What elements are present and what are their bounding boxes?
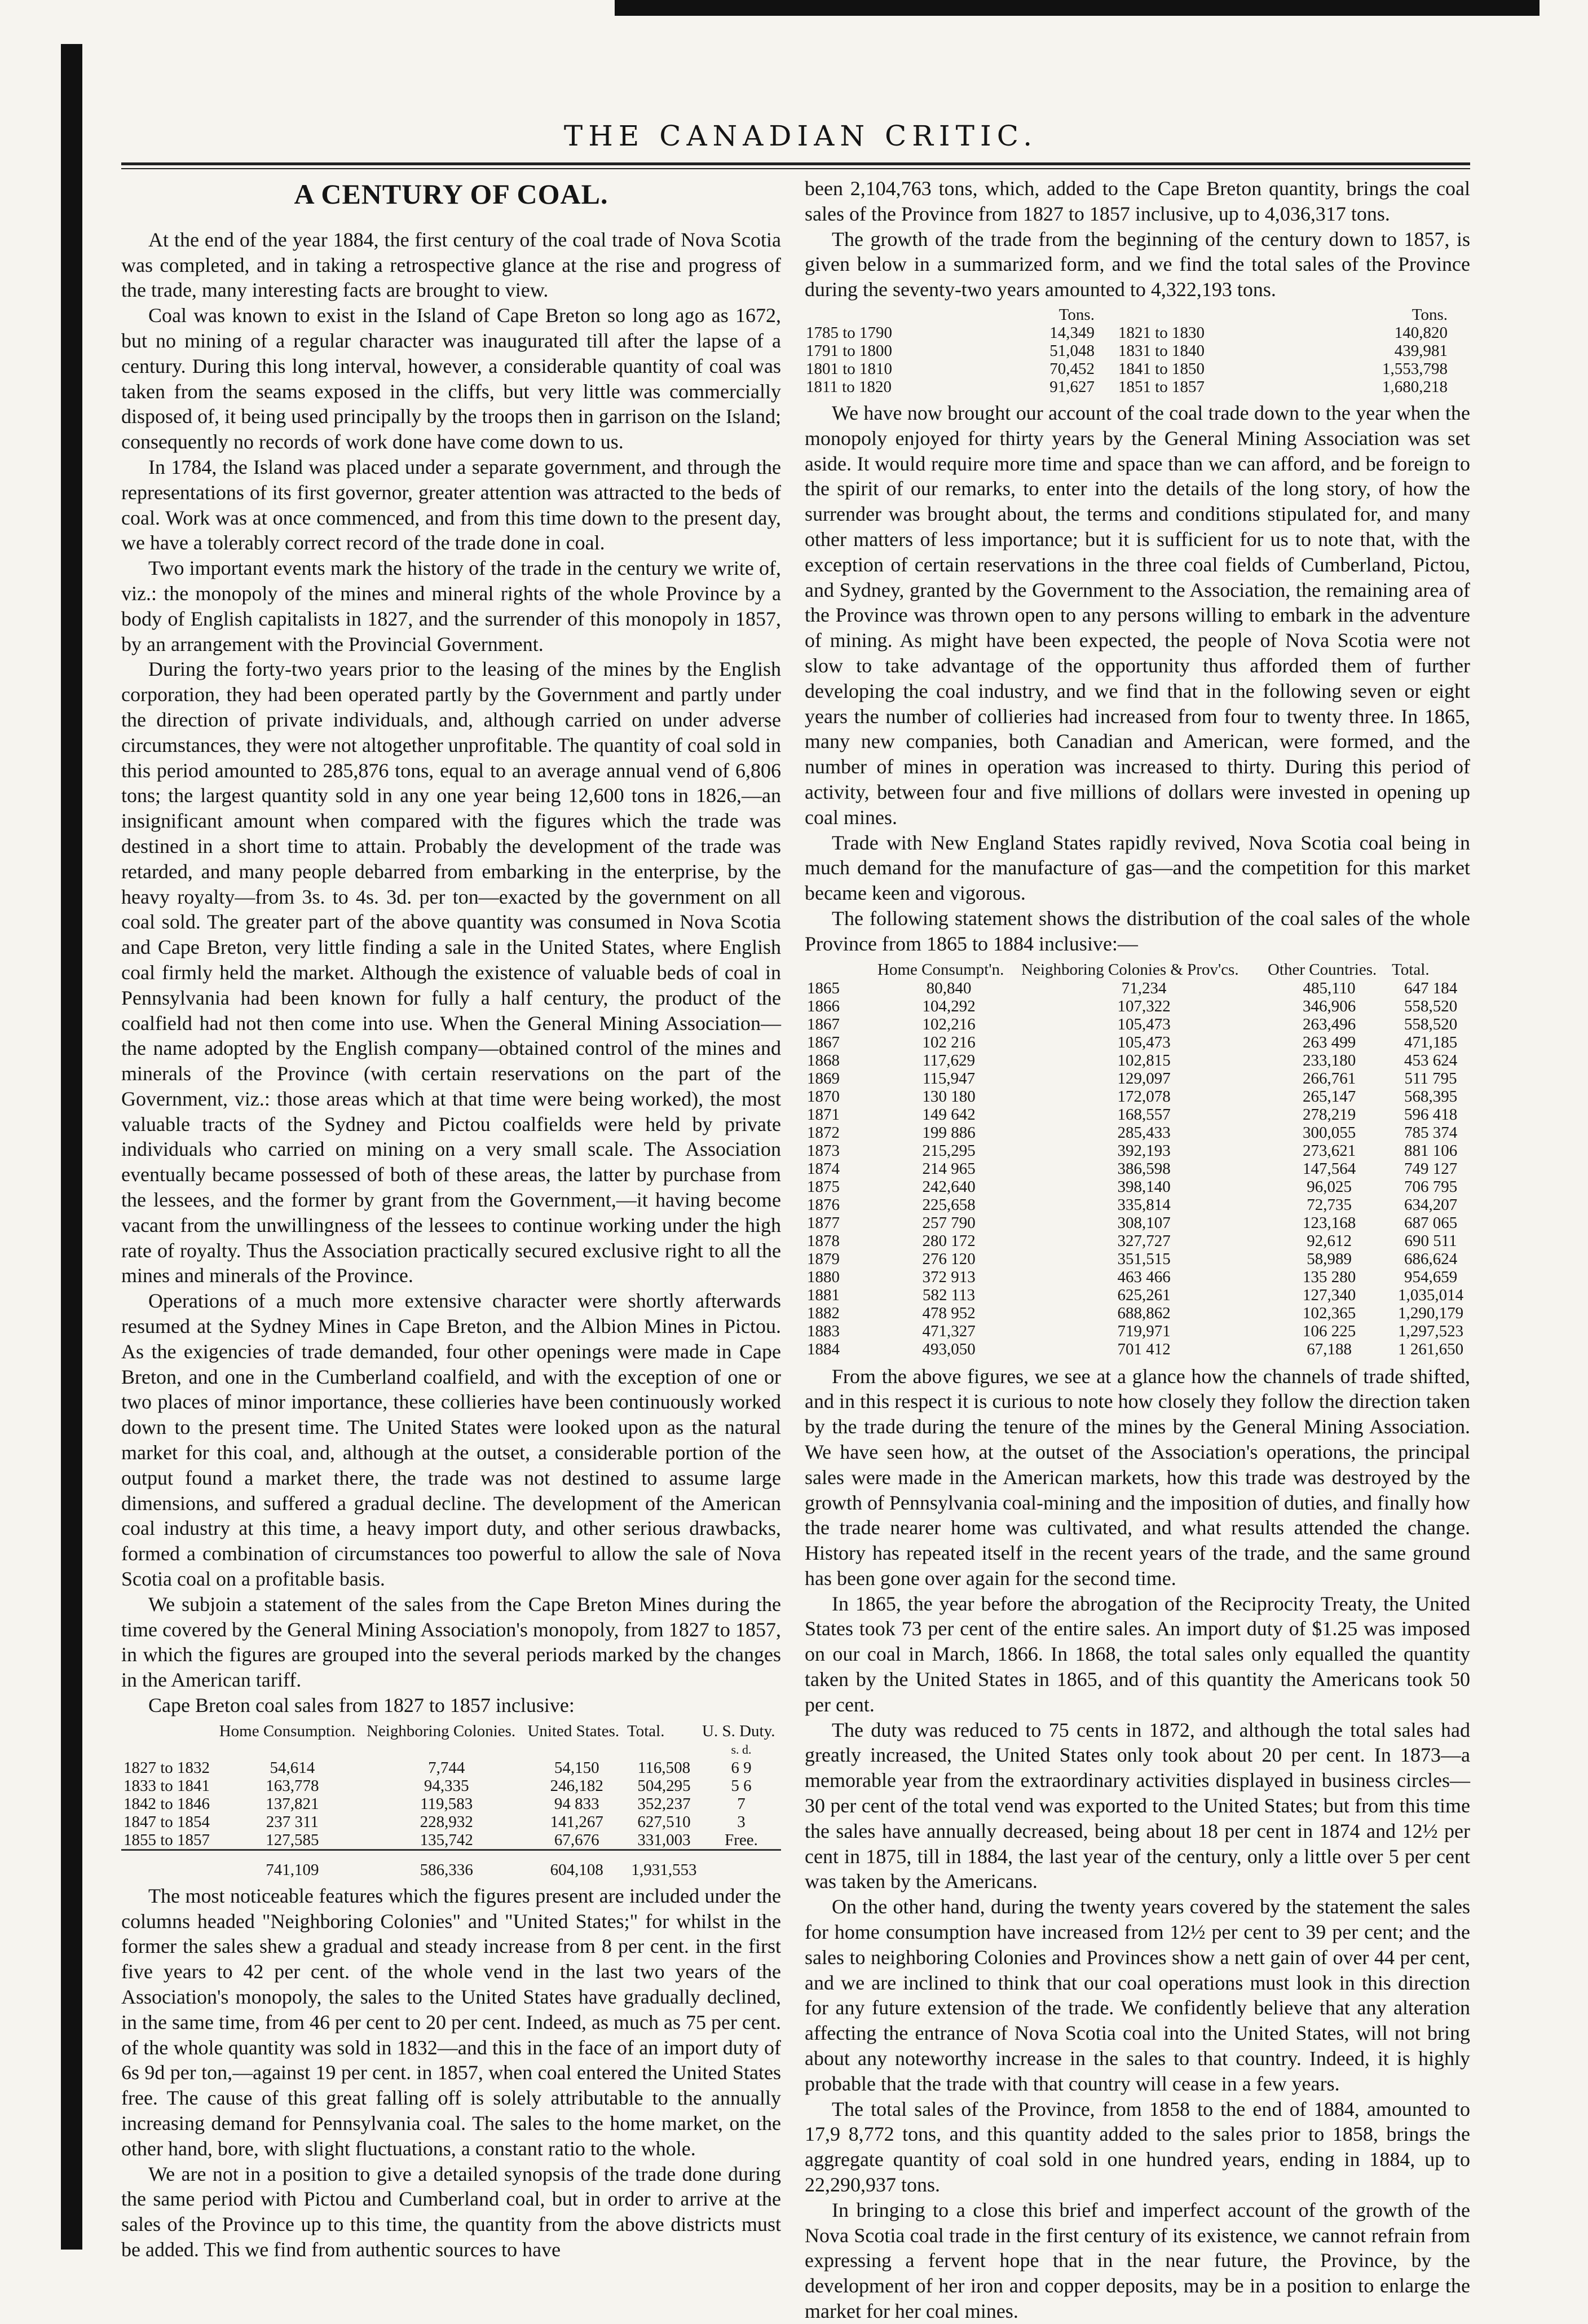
table-cell: 785 374 [1404, 1123, 1458, 1142]
table-cell: 5 6 [731, 1776, 752, 1795]
table-cell: 1,680,218 [1382, 377, 1448, 396]
table-cell: 214 965 [922, 1159, 976, 1178]
table-row [121, 1795, 781, 1813]
table-cell: 586,336 [366, 1850, 527, 1879]
table-cell: 135 280 [1302, 1267, 1356, 1286]
table-cell: 1,290,179 [1398, 1304, 1464, 1322]
table-row [805, 1160, 1470, 1178]
table-row [805, 1051, 1470, 1069]
table-cell: 91,627 [1049, 377, 1095, 396]
unit-label: Tons. [1058, 305, 1095, 324]
table-cell: 392,193 [1117, 1141, 1171, 1160]
table-cell: 463 466 [1117, 1267, 1171, 1286]
table-cell: 105,473 [1117, 1033, 1171, 1051]
table-row [805, 1178, 1470, 1196]
table-row [805, 342, 1470, 360]
paragraph: Operations of a much more extensive character were shortly afterwards resumed at the Sydney Mines in Cape Breton, and the Albion Mines in Pictou. As the exigencies of trade demanded, four other openings were made in Cape Breton, and one in the Cumberland coalfield, and with the exception of one or two places of minor importance, these collieries have been continuously worked down to the present time. The United States were looked upon as the natural market for this coal, and, although at the outset, a considerable portion of the output found a market there, the trade was not destined to assume large dimensions, and suffered a gradual decline. The development of the American coal industry at this time, a heavy import duty, and other serious drawbacks, formed a combination of circumstances too powerful to allow the sale of Nova Scotia coal on a profitable basis. [121, 1289, 781, 1591]
table-cell: 881 106 [1404, 1141, 1458, 1160]
table-cell: 485,110 [1303, 979, 1356, 997]
table-cell: 300,055 [1302, 1123, 1356, 1142]
table-cell: 1876 [807, 1195, 840, 1214]
table-row [805, 1232, 1470, 1250]
table-cell: 237 311 [266, 1812, 319, 1831]
table-cell: 1,035,014 [1398, 1286, 1464, 1304]
table-cell: 1811 to 1820 [806, 377, 892, 396]
table-cell: 1847 to 1854 [123, 1812, 210, 1831]
table-cell: 67,188 [1307, 1340, 1352, 1358]
table-cell: 686,624 [1404, 1249, 1458, 1268]
table-cell: 1879 [807, 1249, 840, 1268]
table-header: Total. [627, 1722, 665, 1740]
table-row [805, 324, 1470, 342]
table-cell: 94,335 [424, 1776, 469, 1795]
table-row [805, 1033, 1470, 1051]
table-cell: 335,814 [1117, 1195, 1171, 1214]
table-cell: 278,219 [1302, 1105, 1356, 1124]
table-cell: 257 790 [922, 1213, 976, 1232]
table-cell: 199 886 [922, 1123, 976, 1142]
table-cell: 634,207 [1404, 1195, 1458, 1214]
table-cell: 94 833 [554, 1794, 599, 1813]
table-cell: 104,292 [922, 997, 976, 1015]
table-row [805, 1088, 1470, 1106]
table-cell: 273,621 [1302, 1141, 1356, 1160]
paragraph: The following statement shows the distribution of the coal sales of the whole Province from 1865 to 1884 inclusive:— [805, 906, 1470, 955]
table-cell: 346,906 [1302, 997, 1356, 1015]
table-header: United States. [527, 1722, 620, 1740]
table-cell: 596 418 [1404, 1105, 1458, 1124]
table-cell: 327,727 [1117, 1231, 1171, 1250]
table-cell: 331,003 [637, 1830, 691, 1849]
table-row [805, 1142, 1470, 1160]
table-cell: 71,234 [1121, 979, 1167, 997]
table-cell: 51,048 [1049, 341, 1095, 360]
unit-label: Tons. [1411, 305, 1448, 324]
table-cell: 439,981 [1394, 341, 1448, 360]
table-cell: 149 642 [922, 1105, 976, 1124]
table-cell: 1865 [807, 979, 840, 997]
table-cell: 123,168 [1302, 1213, 1356, 1232]
table-cell: 102,216 [922, 1015, 976, 1033]
table-cell: 115,947 [922, 1069, 976, 1088]
table-cell: 107,322 [1117, 997, 1171, 1015]
paragraph: The most noticeable features which the figures present are included under the columns headed "Neighboring Colonies" and "United States;" for whilst in the former the sales shew a gradual and steady increase from 8 per cent. in the first five years to 42 per cent. of the whole vend in the last two years of the Association's monopoly, the sales to the United States have gradually declined, in the same time, from 46 per cent to 20 per cent. Indeed, as much as 75 per cent. of the whole quantity was sold in 1832—and this in the face of an import duty of 6s 9d per ton,—against 19 per cent. in 1857, when coal entered the United States free. The cause of this great falling off is solely attributable to the annually increasing demand for Pennsylvania coal. The sales to the home market, on the other hand, bore, with slight fluctuations, a constant ratio to the whole. [121, 1884, 781, 2160]
table-row [805, 1322, 1470, 1340]
table-cell: 1785 to 1790 [806, 323, 893, 342]
table-cell: 1867 [807, 1015, 840, 1033]
table-cell: 96,025 [1307, 1177, 1352, 1196]
table-cell: 511 795 [1404, 1069, 1457, 1088]
table-cell: 1,297,523 [1398, 1322, 1464, 1340]
paragraph: been 2,104,763 tons, which, added to the Cape Breton quantity, brings the coal sales of the Province from 1827 to 1857 inclusive, up to 4,036,317 tons. [805, 177, 1470, 225]
table-cell: 1 261,650 [1398, 1340, 1464, 1358]
paragraph: In 1865, the year before the abrogation of the Reciprocity Treaty, the United States took 73 per cent of the entire sales. An import duty of $1.25 was imposed on our coal in March, 1866. In 1868, the total sales only equalled the quantity taken by the United States in 1865, and of this quantity the Americans took 50 per cent. [805, 1592, 1470, 1716]
table-cell: 1871 [807, 1105, 840, 1124]
table-cell: 168,557 [1117, 1105, 1171, 1124]
table-cell: 80,840 [926, 979, 972, 997]
table-cell: 372 913 [922, 1267, 976, 1286]
table-cell: 1801 to 1810 [806, 359, 893, 378]
table-cell: 749 127 [1404, 1159, 1458, 1178]
table-cell: 3 [737, 1812, 746, 1831]
table-cell: 14,349 [1049, 323, 1095, 342]
table-cell: 7,744 [428, 1758, 465, 1777]
table-cell: 386,598 [1117, 1159, 1171, 1178]
table-header: Home Consumption. [219, 1722, 356, 1740]
table-cell: 127,585 [266, 1830, 319, 1849]
table-cell: 276 120 [922, 1249, 976, 1268]
table-cell: 701 412 [1117, 1340, 1171, 1358]
table-cell: 568,395 [1404, 1087, 1458, 1106]
table-cell: 1884 [807, 1340, 840, 1358]
table-cell: 471,185 [1404, 1033, 1458, 1051]
table-cell: 116,508 [637, 1758, 691, 1777]
table-cell: 1881 [807, 1286, 840, 1304]
century-summary-table [805, 306, 1470, 396]
table-cell: 1875 [807, 1177, 840, 1196]
table-cell: 558,520 [1404, 997, 1458, 1015]
table-cell: 1877 [807, 1213, 840, 1232]
table-cell: 215,295 [922, 1141, 976, 1160]
table-header: Other Countries. [1267, 960, 1377, 979]
paragraph: Two important events mark the history of the trade in the century we write of, viz.: the monopoly of the mines and mineral rights of the whole Province by a body of English capitalists in 1827, and the surrender of this monopoly in 1857, by an arrangement with the Provincial Government. [121, 557, 781, 655]
table-cell: 1872 [807, 1123, 840, 1142]
table-cell: 263,496 [1302, 1015, 1356, 1033]
table-cell: 687 065 [1404, 1213, 1458, 1232]
table-cell: 105,473 [1117, 1015, 1171, 1033]
table-cell: 127,340 [1302, 1286, 1356, 1304]
table-cell: 280 172 [922, 1231, 976, 1250]
table-cell: 398,140 [1117, 1177, 1171, 1196]
table-row [805, 979, 1470, 997]
table-cell: 604,108 [527, 1850, 627, 1879]
binding-edge-bar [61, 44, 82, 2250]
table-row [121, 1759, 781, 1777]
table-cell: 1841 to 1850 [1118, 359, 1205, 378]
table-cell: 1831 to 1840 [1118, 341, 1205, 360]
table-cell: 147,564 [1302, 1159, 1356, 1178]
table-cell: 453 624 [1404, 1051, 1458, 1069]
table-row [805, 1069, 1470, 1088]
table-cell: 285,433 [1117, 1123, 1171, 1142]
table-cell: 225,658 [922, 1195, 976, 1214]
table-cell: 246,182 [550, 1776, 603, 1795]
table-cell: 106 225 [1302, 1322, 1356, 1340]
table-cell [121, 1850, 219, 1879]
left-column [121, 176, 781, 2263]
paragraph: The total sales of the Province, from 1858 to the end of 1884, amounted to 17,9 8,772 tons, and this quantity added to the sales prior to 1858, brings the aggregate quantity of coal sold in one hundred years, ending in 1884, up to 22,290,937 tons. [805, 2097, 1470, 2197]
masthead-rule-thin [121, 168, 1470, 169]
table-cell: 1851 to 1857 [1118, 377, 1205, 396]
table-cell: 1,553,798 [1382, 359, 1448, 378]
table-cell: 54,150 [554, 1758, 599, 1777]
article-title: A CENTURY OF COAL. [294, 178, 608, 210]
table-row [805, 1340, 1470, 1358]
table-cell: 1866 [807, 997, 840, 1015]
paragraph: The growth of the trade from the beginning of the century down to 1857, is given below in a summarized form, and we find the total sales of the Province during the seventy-two years amounted to 4,322,193 tons. [805, 227, 1470, 301]
table-row [121, 1831, 781, 1850]
table-cell: 1870 [807, 1087, 840, 1106]
table-cell: 7 [737, 1794, 746, 1813]
table-cell: 72,735 [1307, 1195, 1352, 1214]
table-cell: 54,614 [270, 1758, 315, 1777]
table-row [805, 1286, 1470, 1304]
table-cell: 1,931,553 [627, 1850, 702, 1879]
table-cell: 1878 [807, 1231, 840, 1250]
table-row [805, 1106, 1470, 1124]
table-cell: 1821 to 1830 [1118, 323, 1205, 342]
paragraph: We have now brought our account of the coal trade down to the year when the monopoly enjoyed for thirty years by the General Mining Association was set aside. It would require more time and space than we can afford, and be foreign to the spirit of our remarks, to enter into the details of the long story, of how the surrender was brought about, the terms and conditions stipulated for, and many other matters of less importance; but it is sufficient for us to note that, with the exception of certain reservations in the three coal fields of Cumberland, Pictou, and Sydney, granted by the Government to the Association, the remaining area of the Province was thrown open to any persons willing to embark in the adventure of mining. As might have been expected, the people of Nova Scotia were not slow to take advantage of the opportunity thus afforded them of further developing the coal industry, and we find that in the following seven or eight years the number of collieries had increased from four to twenty three. In 1865, many new companies, both Canadian and American, were formed, and the number of mines in operation was increased to thirty. During this period of activity, between four and five millions of dollars were invested in opening up coal mines. [805, 401, 1470, 829]
table-cell: 265,147 [1302, 1087, 1356, 1106]
table-row [805, 1268, 1470, 1286]
table-cell: 135,742 [420, 1830, 473, 1849]
masthead-rule [121, 162, 1470, 165]
table-cell: 1791 to 1800 [806, 341, 893, 360]
table-cell: 558,520 [1404, 1015, 1458, 1033]
paragraph: Coal was known to exist in the Island of Cape Breton so long ago as 1672, but no mining of a regular character was inaugurated till after the lapse of a century. During this long interval, however, a considerable quantity of coal was taken from the seams exposed in the cliffs, but very little was commercially disposed of, it being used principally by the troops then in garrison on the Island; consequently no records of work done have come down to us. [121, 304, 781, 454]
table-cell: 117,629 [922, 1051, 976, 1069]
table-cell: 504,295 [637, 1776, 691, 1795]
paragraph: In bringing to a close this brief and imperfect account of the growth of the Nova Scotia coal trade in the first century of its existence, we cannot refrain from expressing a fervent hope that in the near future, the Province, by the development of her iron and copper deposits, may be in a position to enlarge the market for her coal mines. [805, 2198, 1470, 2322]
top-edge-bar [615, 0, 1540, 16]
table-row [805, 997, 1470, 1015]
table-cell: 1883 [807, 1322, 840, 1340]
table-row [805, 360, 1470, 378]
table-cell: 351,515 [1117, 1249, 1171, 1268]
table-cell: 1867 [807, 1033, 840, 1051]
table-cell: 102 216 [922, 1033, 976, 1051]
paragraph: We are not in a position to give a detailed synopsis of the trade done during the same period with Pictou and Cumberland coal, but in order to arrive at the sales of the Province up to this time, the quantity from the above districts must be added. This we find from authentic sources to have [121, 2162, 781, 2261]
table-cell: 647 184 [1404, 979, 1458, 997]
table-cell: 719,971 [1117, 1322, 1171, 1340]
table-cell: 58,989 [1307, 1249, 1352, 1268]
paragraph: The duty was reduced to 75 cents in 1872, and although the total sales had greatly increased, the United States only took about 20 per cent. In 1873—a memorable year from the extraordinary activities displayed in business circles—30 per cent of the total vend was exported to the United States; but from this time the sales have annually decreased, being about 18 per cent in 1874 and 12½ per cent in 1875, till in 1884, the last year of the century, only a little over 5 per cent was taken by the Americans. [805, 1718, 1470, 1893]
table-row [805, 1250, 1470, 1268]
table-cell: 1868 [807, 1051, 840, 1069]
table-cell: 625,261 [1117, 1286, 1171, 1304]
table-cell: 137,821 [266, 1794, 319, 1813]
table-cell: 741,109 [219, 1850, 366, 1879]
table-cell: 478 952 [922, 1304, 976, 1322]
paragraph: On the other hand, during the twenty years covered by the statement the sales for home consumption have increased from 12½ per cent to 39 per cent; and the sales to neighboring Colonies and Provinces show a nett gain of over 44 per cent, and we are inclined to think that our coal operations must look in this direction for any future extension of the trade. We confidently believe that any alteration affecting the entrance of Nova Scotia coal into the United States, will not bring about any noteworthy increase in the sales to that country. Indeed, it is highly probable that the trade with that country will cease in a few years. [805, 1895, 1470, 2095]
table-cell: 471,327 [922, 1322, 976, 1340]
table-cell: 70,452 [1049, 359, 1095, 378]
table-header: Total. [1392, 960, 1430, 979]
table-cell: 228,932 [420, 1812, 473, 1831]
table-cell: 242,640 [922, 1177, 976, 1196]
table-row [805, 1196, 1470, 1214]
table-cell: 308,107 [1117, 1213, 1171, 1232]
cape-breton-sales-table [121, 1722, 781, 1879]
table-cell: 102,365 [1302, 1304, 1356, 1322]
table-cell: 140,820 [1394, 323, 1448, 342]
table-cell: 1833 to 1841 [123, 1776, 210, 1795]
table-cell: 263 499 [1302, 1033, 1356, 1051]
paragraph: In 1784, the Island was placed under a separate government, and through the representations of its first governor, greater attention was attracted to the beds of coal. Work was at once commenced, and from this time down to the present day, we have a tolerably correct record of the trade done in coal. [121, 455, 781, 554]
table-cell: 119,583 [420, 1794, 473, 1813]
table-cell: 1827 to 1832 [123, 1758, 210, 1777]
paragraph: At the end of the year 1884, the first century of the coal trade of Nova Scotia was completed, and in taking a retrospective glance at the rise and progress of the trade, many interesting facts are brought to view. [121, 228, 781, 302]
table-row [805, 1304, 1470, 1322]
table-cell: 706 795 [1404, 1177, 1458, 1196]
table-cell: 1880 [807, 1267, 840, 1286]
table-cell: 954,659 [1404, 1267, 1458, 1286]
table-cell: 130 180 [922, 1087, 976, 1106]
table-header: Neighboring Colonies & Prov'cs. [1021, 960, 1239, 979]
table-header: Home Consumpt'n. [877, 960, 1004, 979]
duty-unit: s. d. [731, 1742, 752, 1757]
paragraph: During the forty-two years prior to the leasing of the mines by the English corporation, they had been operated partly by the Government and partly under the direction of private individuals, and, although carried on under adverse circumstances, they were not altogether unprofitable. The quantity of coal sold in this period amounted to 285,876 tons, equal to an average annual vend of 6,806 tons; the largest quantity sold in any one year being 12,600 tons in 1826,—an insignificant amount when compared with the figures which the trade was destined in a short time to attain. Probably the development of the trade was retarded, and many people debarred from embarking in the enterprise, by the heavy royalty—from 3s. to 4s. 3d. per ton—exacted by the government on all coal sold. The greater part of the above quantity was consumed in Nova Scotia and Cape Breton, very little finding a sale in the United States, where English coal firmly held the market. Although the existence of valuable beds of coal in Pennsylvania had been known for fully a half century, the product of the coalfield had not then come into use. When the General Mining Association—the name adopted by the English company—obtained control of the mines and minerals of the Province (with certain reservations on the part of the Government, viz.: those areas which at that time were being worked), the most valuable tracts of the Sydney and Pictou coalfields were held by private individuals who carried on mining on a very small scale. The Association eventually became possessed of both of these areas, the latter by purchase from the lessees, and the former by grant from the Government,—it having become vacant from the unwillingness of the lessees to continue working under the high rate of royalty. Thus the Association practically secured exclusive right to all the mines and minerals of the Province. [121, 658, 781, 1287]
table-cell: 1855 to 1857 [123, 1830, 210, 1849]
table-cell: 688,862 [1117, 1304, 1171, 1322]
paragraph: From the above figures, we see at a glance how the channels of trade shifted, and in this respect it is curious to note how closely they follow the direction taken by the trade during the tenure of the mines by the General Mining Association. We have seen how, at the outset of the Association's operations, the principal sales were made in the American markets, how this trade was destroyed by the growth of Pennsylvania coal-mining and the imposition of duties, and finally how the trade nearer home was cultivated, and what results attended the change. History has repeated itself in the recent years of the trade, and the same ground has been gone over again for the second time. [805, 1365, 1470, 1590]
table-cell: 6 9 [731, 1758, 752, 1777]
table-cell: 129,097 [1117, 1069, 1171, 1088]
table-cell: 1842 to 1846 [123, 1794, 210, 1813]
table-cell: 141,267 [550, 1812, 603, 1831]
province-distribution-table [805, 960, 1470, 1358]
table-row [805, 378, 1470, 396]
paragraph: We subjoin a statement of the sales from the Cape Breton Mines during the time covered by the General Mining Association's monopoly, from 1827 to 1857, in which the figures are grouped into the several periods marked by the changes in the American tariff. [121, 1592, 781, 1692]
table-header [805, 960, 877, 979]
table-cell [702, 1850, 781, 1879]
table-row [805, 1214, 1470, 1232]
table-row [805, 1015, 1470, 1033]
totals-row [121, 1850, 781, 1879]
table-cell: 102,815 [1117, 1051, 1171, 1069]
table-caption: Cape Breton coal sales from 1827 to 1857 inclusive: [148, 1694, 575, 1717]
table-cell: 352,237 [637, 1794, 691, 1813]
masthead: THE CANADIAN CRITIC. [563, 120, 1038, 152]
table-cell: 627,510 [637, 1812, 691, 1831]
table-cell: 493,050 [922, 1340, 976, 1358]
table-row [121, 1813, 781, 1831]
table-row [805, 1124, 1470, 1142]
table-cell: 1873 [807, 1141, 840, 1160]
table-cell: 1869 [807, 1069, 840, 1088]
right-column [805, 176, 1470, 2324]
table-cell: 163,778 [266, 1776, 319, 1795]
table-cell: Free. [725, 1830, 758, 1849]
table-row [121, 1777, 781, 1795]
table-header: Neighboring Colonies. [366, 1722, 516, 1740]
table-cell: 582 113 [922, 1286, 976, 1304]
paragraph: Trade with New England States rapidly revived, Nova Scotia coal being in much demand for the manufacture of gas—and the competition for this market became keen and vigorous. [805, 831, 1470, 905]
table-cell: 172,078 [1117, 1087, 1171, 1106]
table-cell: 92,612 [1307, 1231, 1352, 1250]
table-cell: 1882 [807, 1304, 840, 1322]
table-cell: 1874 [807, 1159, 840, 1178]
table-header: U. S. Duty. [702, 1722, 775, 1740]
table-cell: 266,761 [1302, 1069, 1356, 1088]
table-cell: 233,180 [1302, 1051, 1356, 1069]
table-cell: 690 511 [1404, 1231, 1457, 1250]
table-header [121, 1722, 219, 1741]
table-cell: 67,676 [554, 1830, 599, 1849]
